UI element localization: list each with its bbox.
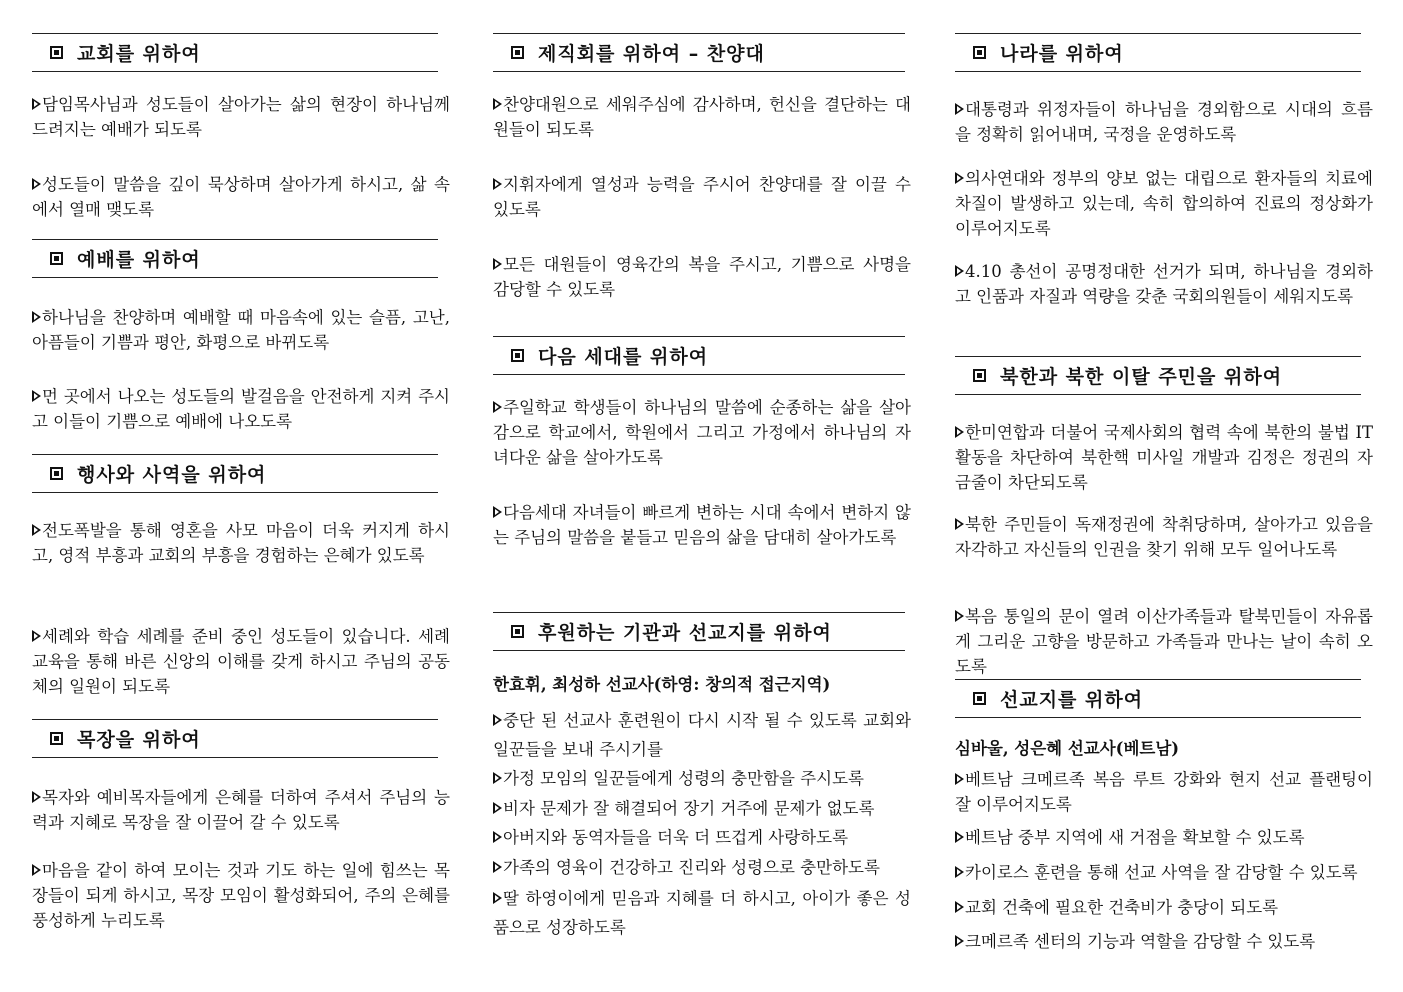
triangle-bullet-icon: [493, 178, 502, 190]
missionary-name: 심바울, 성은혜 선교사(베트남): [955, 739, 1180, 758]
prayer-item: 교회 건축에 필요한 건축비가 충당이 되도록: [955, 895, 1373, 920]
section-support: [493, 612, 911, 651]
triangle-bullet-icon: [493, 831, 502, 843]
triangle-bullet-icon: [32, 791, 41, 803]
square-bullet-icon: [511, 625, 524, 638]
square-bullet-icon: [973, 369, 986, 382]
square-bullet-icon: [50, 46, 63, 59]
section-church: [32, 33, 450, 72]
prayer-item: 성도들이 말씀을 깊이 묵상하며 살아가게 하시고, 삶 속에서 열매 맺도록: [32, 175, 450, 219]
section-header: [32, 239, 438, 278]
section-cells: [32, 719, 450, 758]
prayer-item: 복음 통일의 문이 열려 이산가족들과 탈북민들이 자유롭게 그리운 고향을 방문하고 가족들과 만나는 날이 속히 오도록: [955, 607, 1373, 676]
section-worship: [32, 239, 450, 278]
section-mission: [955, 679, 1373, 718]
prayer-item: 가정 모임의 일꾼들에게 성령의 충만함을 주시도록: [493, 766, 911, 791]
section-header: [955, 356, 1361, 395]
section-header: [493, 336, 905, 375]
prayer-item: 비자 문제가 잘 해결되어 장기 거주에 문제가 없도록: [493, 796, 911, 821]
triangle-bullet-icon: [32, 311, 41, 323]
prayer-item: 한미연합과 더불어 국제사회의 협력 속에 북한의 불법 IT활동을 차단하여 북한핵 미사일 개발과 김정은 정권의 자금줄이 차단되도록: [955, 423, 1373, 492]
column-1: [32, 0, 450, 992]
triangle-bullet-icon: [493, 714, 502, 726]
prayer-item: 모든 대원들이 영육간의 복을 주시고, 기쁨으로 사명을 감당할 수 있도록: [493, 255, 911, 299]
prayer-item: 딸 하영이에게 믿음과 지혜를 더 하시고, 아이가 좋은 성품으로 성장하도록: [493, 889, 911, 937]
prayer-item: 지휘자에게 열성과 능력을 주시어 찬양대를 잘 이끌 수 있도록: [493, 175, 911, 219]
column-3: [955, 0, 1373, 992]
section-title: 다음 세대를 위하여: [538, 346, 709, 368]
triangle-bullet-icon: [32, 178, 41, 190]
section-title: 목장을 위하여: [77, 729, 201, 751]
prayer-item: 카이로스 훈련을 통해 선교 사역을 잘 감당할 수 있도록: [955, 860, 1373, 885]
triangle-bullet-icon: [493, 506, 502, 518]
triangle-bullet-icon: [493, 401, 502, 413]
column-2: [493, 0, 911, 992]
section-nation: [955, 33, 1373, 72]
section-title: 후원하는 기관과 선교지를 위하여: [538, 622, 832, 644]
triangle-bullet-icon: [32, 390, 41, 402]
prayer-item: 아버지와 동역자들을 더욱 더 뜨겁게 사랑하도록: [493, 825, 911, 850]
square-bullet-icon: [50, 467, 63, 480]
square-bullet-icon: [973, 692, 986, 705]
prayer-item: 베트남 크메르족 복음 루트 강화와 현지 선교 플랜팅이 잘 이루어지도록: [955, 770, 1373, 814]
section-title: 나라를 위하여: [1000, 43, 1124, 65]
section-header: [493, 33, 905, 72]
square-bullet-icon: [973, 46, 986, 59]
triangle-bullet-icon: [32, 524, 41, 536]
prayer-item: 마음을 같이 하여 모이는 것과 기도 하는 일에 힘쓰는 목장들이 되게 하시고, 목장 모임이 활성화되어, 주의 은혜를 풍성하게 누리도록: [32, 861, 450, 930]
prayer-item: 목자와 예비목자들에게 은혜를 더하여 주셔서 주님의 능력과 지혜로 목장을 잘 이끌어 갈 수 있도록: [32, 788, 450, 832]
prayer-item: 전도폭발을 통해 영혼을 사모 마음이 더욱 커지게 하시고, 영적 부흥과 교회의 부흥을 경험하는 은혜가 있도록: [32, 521, 450, 565]
section-header: [493, 612, 905, 651]
prayer-item: 가족의 영육이 건강하고 진리와 성령으로 충만하도록: [493, 855, 911, 880]
triangle-bullet-icon: [955, 172, 964, 184]
prayer-item: 세례와 학습 세례를 준비 중인 성도들이 있습니다. 세례 교육을 통해 바른 신앙의 이해를 갖게 하시고 주님의 공동체의 일원이 되도록: [32, 627, 450, 696]
triangle-bullet-icon: [493, 258, 502, 270]
prayer-item: 찬양대원으로 세워주심에 감사하며, 헌신을 결단하는 대원들이 되도록: [493, 95, 911, 139]
triangle-bullet-icon: [955, 831, 964, 843]
section-header: [955, 679, 1361, 718]
section-choir: [493, 33, 911, 72]
triangle-bullet-icon: [955, 103, 964, 115]
triangle-bullet-icon: [493, 802, 502, 814]
triangle-bullet-icon: [955, 866, 964, 878]
triangle-bullet-icon: [32, 98, 41, 110]
triangle-bullet-icon: [493, 98, 502, 110]
section-events: [32, 454, 450, 493]
section-title: 선교지를 위하여: [1000, 689, 1144, 711]
square-bullet-icon: [511, 349, 524, 362]
prayer-item: 먼 곳에서 나오는 성도들의 발걸음을 안전하게 지켜 주시고 이들이 기쁨으로 예배에 나오도록: [32, 387, 450, 431]
prayer-item: 중단 된 선교사 훈련원이 다시 시작 될 수 있도록 교회와 일꾼들을 보내 주시기를: [493, 711, 911, 759]
square-bullet-icon: [50, 732, 63, 745]
triangle-bullet-icon: [493, 861, 502, 873]
section-title: 북한과 북한 이탈 주민을 위하여: [1000, 366, 1283, 388]
section-title: 제직회를 위하여 – 찬양대: [538, 43, 765, 65]
prayer-item: 주일학교 학생들이 하나님의 말씀에 순종하는 삶을 살아감으로 학교에서, 학원에서 그리고 가정에서 하나님의 자녀다운 삶을 살아가도록: [493, 398, 911, 467]
square-bullet-icon: [50, 252, 63, 265]
section-title: 예배를 위하여: [77, 249, 201, 271]
missionary-name: 한효휘, 최성하 선교사(하영: 창의적 접근지역): [493, 675, 831, 694]
section-nextgen: [493, 336, 911, 375]
section-title: 행사와 사역을 위하여: [77, 464, 267, 486]
prayer-item: 하나님을 찬양하며 예배할 때 마음속에 있는 슬픔, 고난, 아픔들이 기쁨과 평안, 화평으로 바뀌도록: [32, 308, 450, 352]
triangle-bullet-icon: [955, 935, 964, 947]
prayer-item: 대통령과 위정자들이 하나님을 경외함으로 시대의 흐름을 정확히 읽어내며, 국정을 운영하도록: [955, 100, 1373, 144]
prayer-item: 북한 주민들이 독재정권에 착취당하며, 살아가고 있음을 자각하고 자신들의 인권을 찾기 위해 모두 일어나도록: [955, 515, 1373, 559]
square-bullet-icon: [511, 46, 524, 59]
triangle-bullet-icon: [493, 892, 502, 904]
prayer-item: 의사연대와 정부의 양보 없는 대립으로 환자들의 치료에 차질이 발생하고 있는데, 속히 합의하여 진료의 정상화가 이루어지도록: [955, 169, 1373, 238]
triangle-bullet-icon: [955, 426, 964, 438]
section-header: [32, 719, 438, 758]
prayer-item: 크메르족 센터의 기능과 역할을 감당할 수 있도록: [955, 929, 1373, 954]
prayer-item: 베트남 중부 지역에 새 거점을 확보할 수 있도록: [955, 825, 1373, 850]
triangle-bullet-icon: [955, 901, 964, 913]
triangle-bullet-icon: [955, 518, 964, 530]
section-header: [955, 33, 1361, 72]
triangle-bullet-icon: [955, 265, 964, 277]
section-header: [32, 33, 438, 72]
triangle-bullet-icon: [32, 864, 41, 876]
triangle-bullet-icon: [955, 773, 964, 785]
prayer-item: 다음세대 자녀들이 빠르게 변하는 시대 속에서 변하지 않는 주님의 말씀을 붙들고 믿음의 삶을 담대히 살아가도록: [493, 503, 911, 547]
triangle-bullet-icon: [493, 772, 502, 784]
triangle-bullet-icon: [32, 630, 41, 642]
section-title: 교회를 위하여: [77, 43, 201, 65]
prayer-item: 담임목사님과 성도들이 살아가는 삶의 현장이 하나님께 드려지는 예배가 되도록: [32, 95, 450, 139]
section-northkorea: [955, 356, 1373, 395]
prayer-item: 4.10 총선이 공명정대한 선거가 되며, 하나님을 경외하고 인품과 자질과 역량을 갖춘 국회의원들이 세워지도록: [955, 262, 1373, 306]
section-header: [32, 454, 438, 493]
triangle-bullet-icon: [955, 610, 964, 622]
